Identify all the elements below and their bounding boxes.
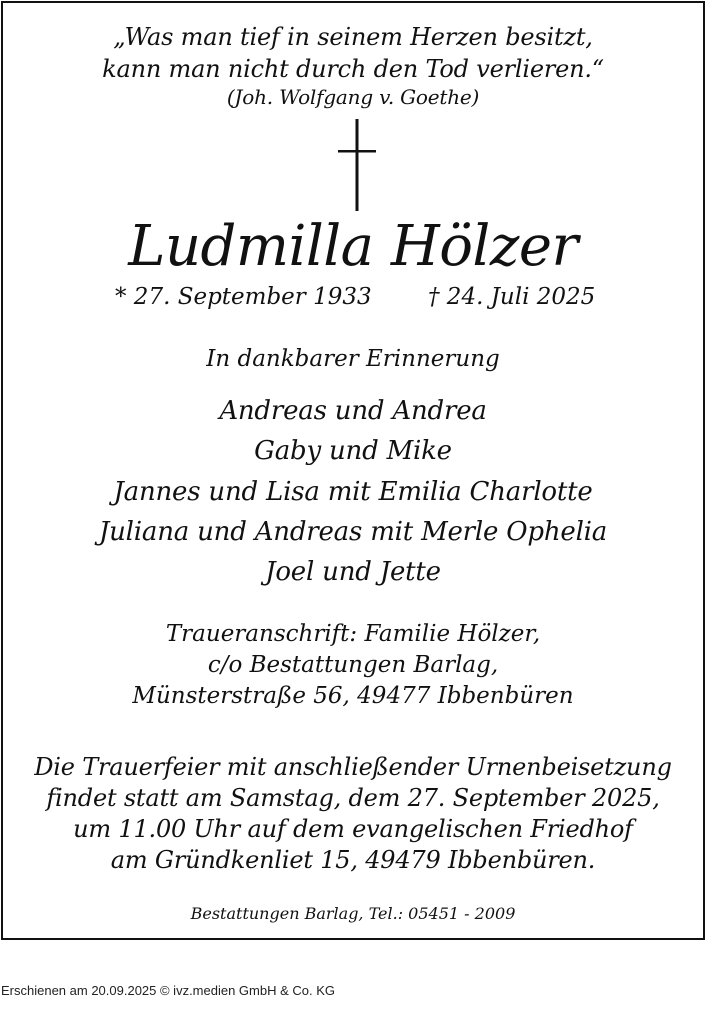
birth-date: * 27. September 1933 [115, 284, 372, 310]
mourner-line: Juliana und Andreas mit Merle Ophelia [98, 517, 608, 547]
mourner-line: Jannes und Lisa mit Emilia Charlotte [113, 477, 593, 507]
mourning-address-line-3: Münsterstraße 56, 49477 Ibbenbüren [132, 683, 574, 709]
mourner-line: Andreas und Andrea [219, 396, 487, 426]
quote-author: (Joh. Wolfgang v. Goethe) [226, 85, 480, 109]
service-info-line-2: findet statt am Samstag, dem 27. September 2025, [46, 784, 660, 812]
deceased-name: Ludmilla Hölzer [128, 214, 578, 279]
cross-icon [338, 119, 376, 211]
mourning-address-line-2: c/o Bestattungen Barlag, [207, 652, 499, 678]
publication-footer: Erschienen am 20.09.2025 © ivz.medien GmbH & Co. KG [1, 983, 336, 998]
quote-line-2: kann man nicht durch den Tod verlieren.“ [102, 55, 604, 83]
remembrance-line: In dankbarer Erinnerung [206, 346, 500, 372]
death-date: † 24. Juli 2025 [428, 284, 596, 310]
service-info-line-1: Die Trauerfeier mit anschließender Urnenbeisetzung [34, 753, 672, 781]
mourner-line: Gaby und Mike [254, 436, 452, 466]
mourner-line: Joel und Jette [265, 557, 441, 587]
obituary-notice [1, 1, 705, 940]
quote-line-1: „Was man tief in seinem Herzen besitzt, [113, 23, 593, 51]
undertaker-contact: Bestattungen Barlag, Tel.: 05451 - 2009 [190, 904, 516, 923]
service-info-line-4: am Gründkenliet 15, 49479 Ibbenbüren. [110, 846, 596, 874]
service-info-line-3: um 11.00 Uhr auf dem evangelischen Friedhof [73, 815, 633, 843]
mourning-address-line-1: Traueranschrift: Familie Hölzer, [165, 621, 541, 647]
